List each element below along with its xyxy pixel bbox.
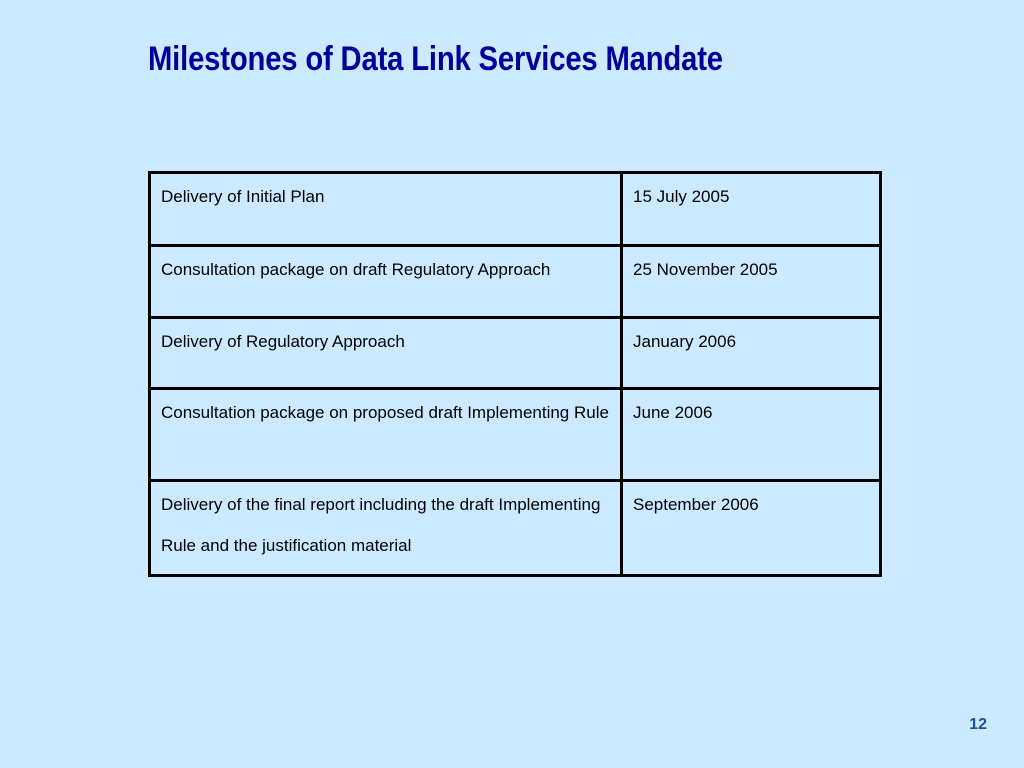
milestone-task-cell bbox=[150, 318, 622, 389]
page-number: 12 bbox=[969, 716, 987, 733]
milestone-date: 25 November 2005 bbox=[633, 260, 778, 279]
milestone-date: January 2006 bbox=[633, 332, 737, 351]
milestone-date-cell bbox=[622, 389, 881, 481]
milestone-task: Delivery of the final report including the draft Implementing Rule and the justification material bbox=[161, 495, 601, 555]
milestone-task-cell bbox=[150, 389, 622, 481]
milestone-date-cell bbox=[622, 318, 881, 389]
milestone-task: Delivery of Regulatory Approach bbox=[161, 332, 405, 351]
table-row bbox=[150, 389, 881, 481]
table-row bbox=[150, 481, 881, 576]
milestone-date-cell bbox=[622, 173, 881, 246]
milestone-task: Delivery of Initial Plan bbox=[161, 187, 325, 206]
milestone-date-cell bbox=[622, 481, 881, 576]
milestone-task-cell bbox=[150, 173, 622, 246]
milestone-date: September 2006 bbox=[633, 495, 759, 514]
milestone-task-cell bbox=[150, 246, 622, 318]
slide-title: Milestones of Data Link Services Mandate bbox=[148, 40, 723, 78]
milestone-date: June 2006 bbox=[633, 403, 713, 422]
milestones-table bbox=[148, 171, 882, 577]
milestone-task: Consultation package on proposed draft Implementing Rule bbox=[161, 403, 609, 422]
table-row bbox=[150, 318, 881, 389]
table-row bbox=[150, 173, 881, 246]
table-row bbox=[150, 246, 881, 318]
milestone-task-cell bbox=[150, 481, 622, 576]
milestone-date-cell bbox=[622, 246, 881, 318]
milestone-date: 15 July 2005 bbox=[633, 187, 730, 206]
milestone-task: Consultation package on draft Regulatory Approach bbox=[161, 260, 551, 279]
